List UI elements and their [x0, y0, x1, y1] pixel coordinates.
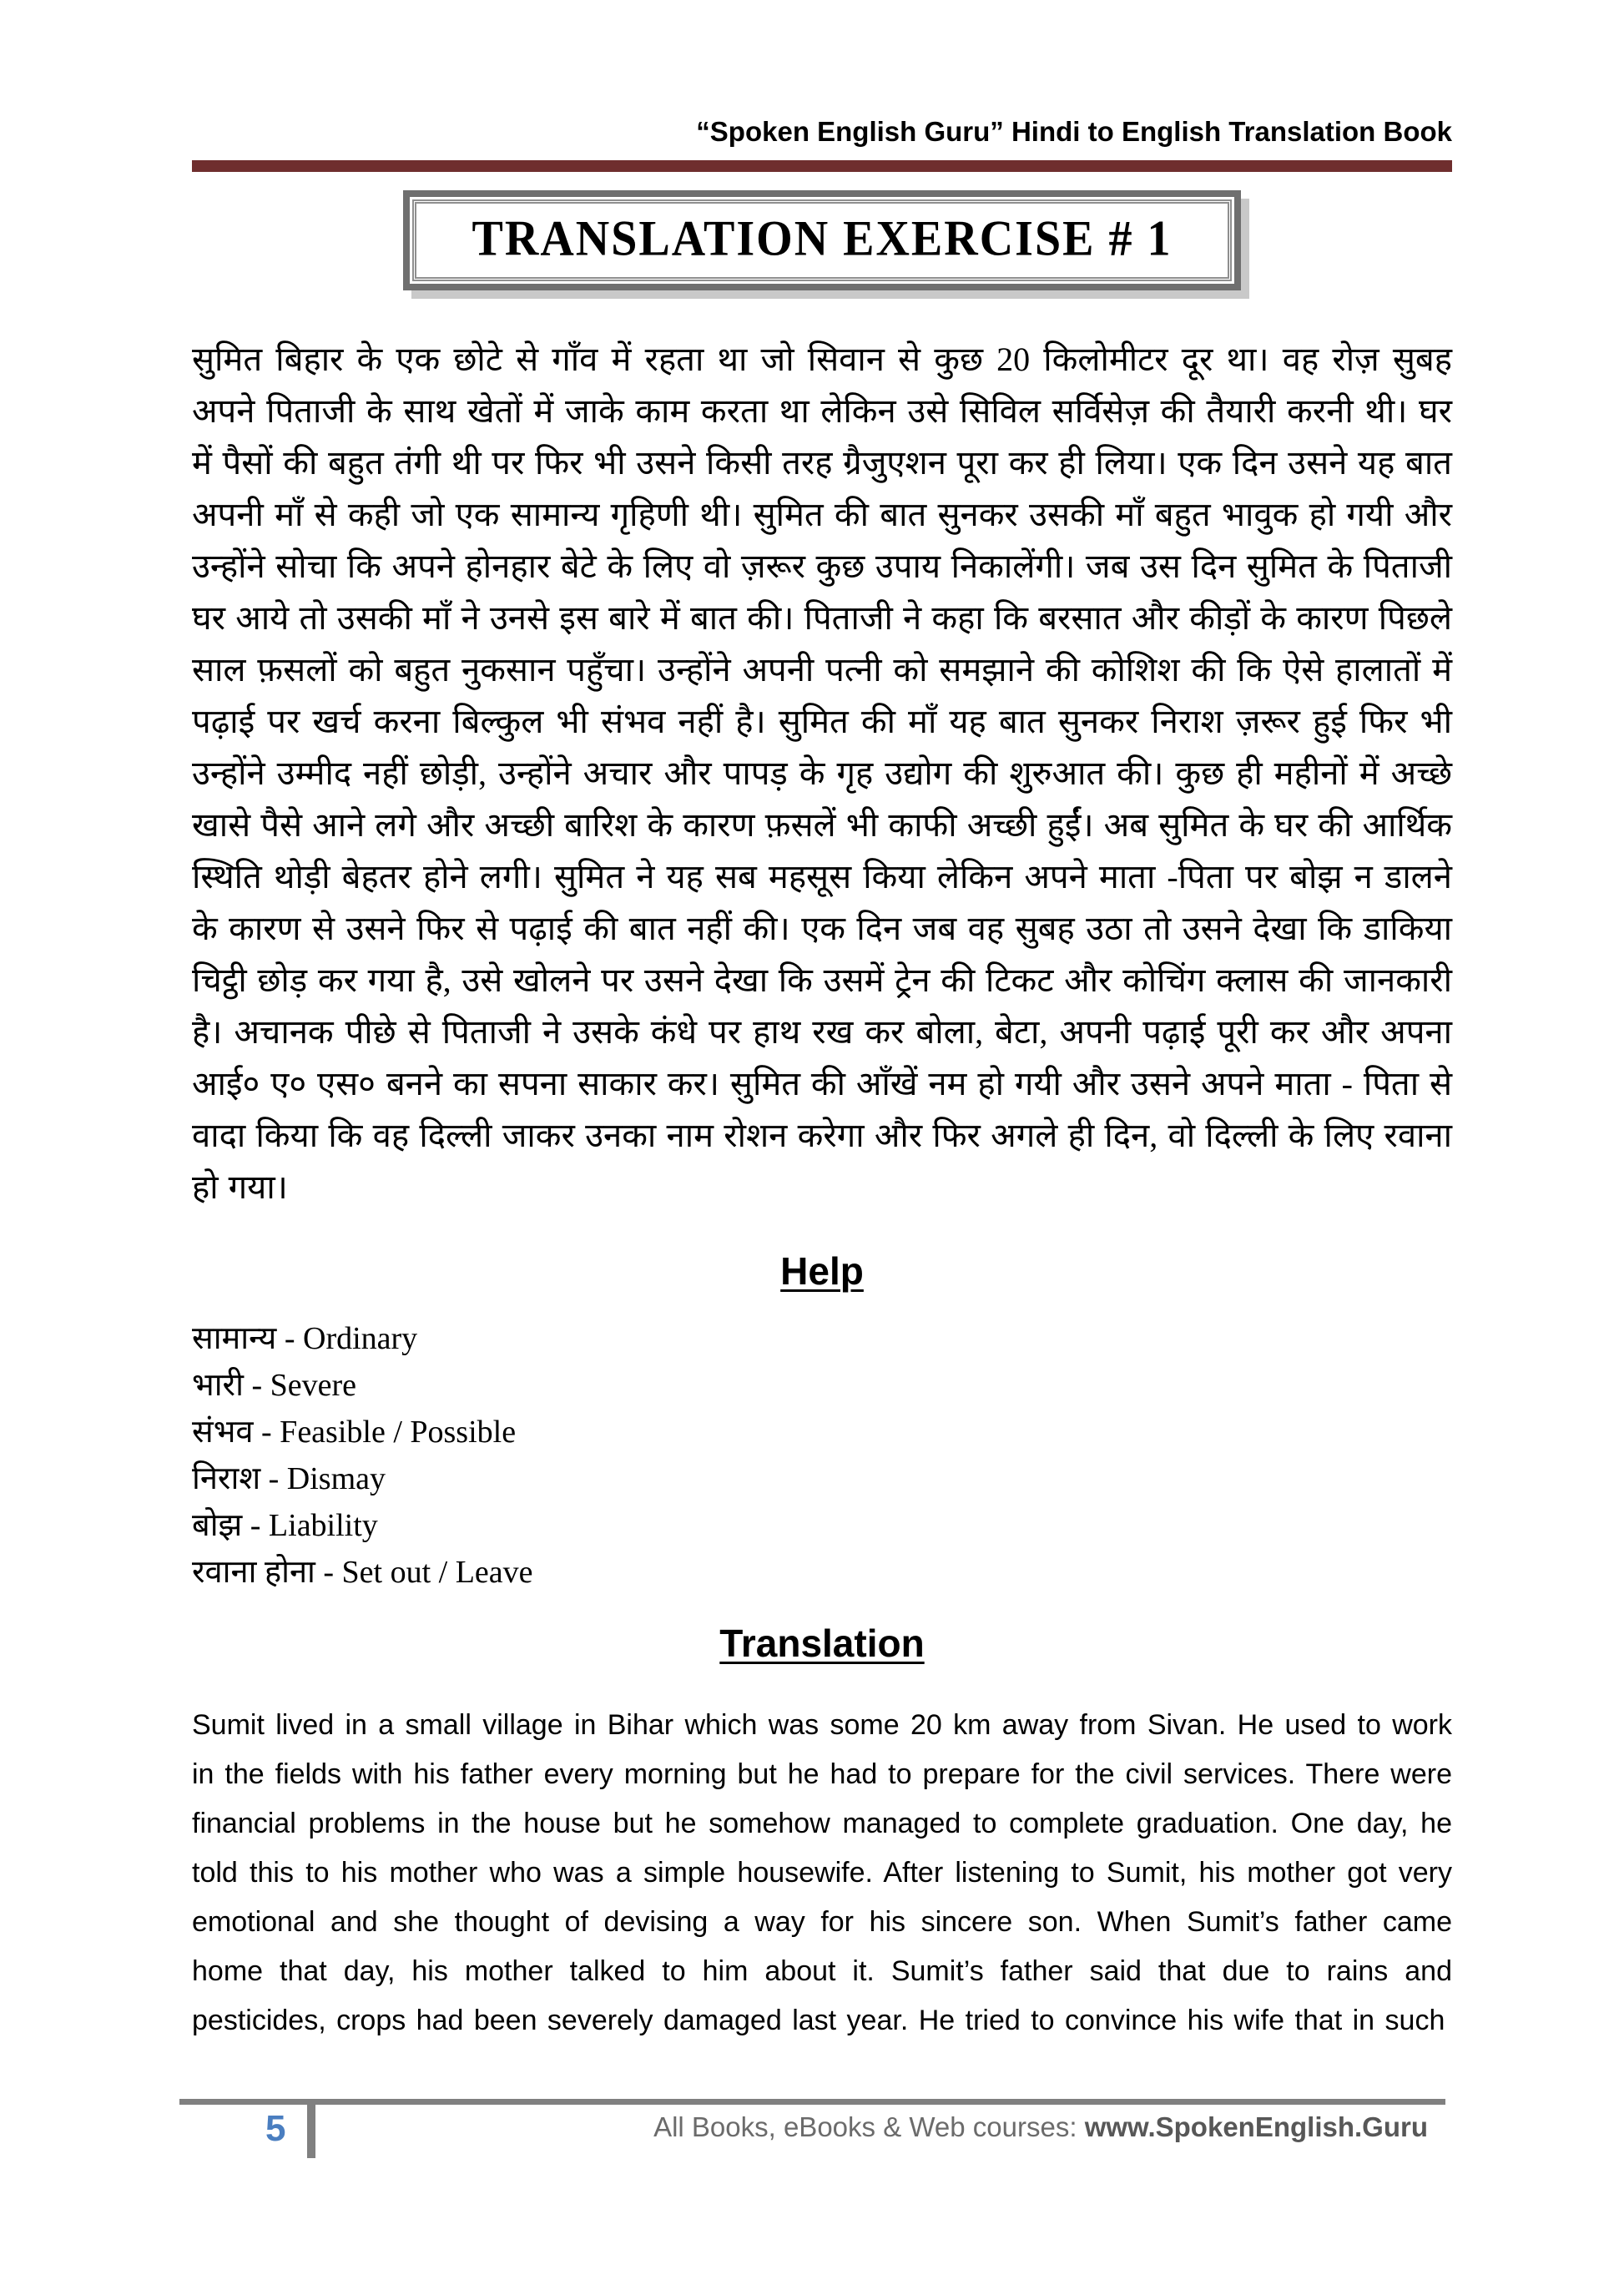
exercise-title: TRANSLATION EXERCISE # 1: [472, 210, 1173, 267]
help-item: भारी - Severe: [192, 1368, 356, 1403]
help-heading-text: Help: [780, 1249, 864, 1293]
header-rule: [192, 160, 1452, 172]
footer-courses-label: All Books, eBooks & Web courses:: [653, 2111, 1085, 2142]
footer-url: www.SpokenEnglish.Guru: [1084, 2111, 1428, 2142]
page: [192, 0, 1452, 2045]
help-item: रवाना होना - Set out / Leave: [192, 1555, 533, 1590]
footer-text: [653, 2111, 1428, 2143]
help-item: निराश - Dismay: [192, 1461, 386, 1496]
exercise-title-box: [403, 190, 1241, 290]
help-item: बोझ - Liability: [192, 1508, 378, 1543]
footer-divider-bar: [307, 2105, 315, 2158]
exercise-title-box-inner: [412, 199, 1232, 281]
help-heading: [192, 1248, 1452, 1294]
english-paragraph: Sumit lived in a small village in Bihar which was some 20 km away from Sivan. He used to work in the fields with his father every morning but he had to prepare for the civil services. There were financial problems in the house but he somehow managed to complete graduation. One day, he told this to his mother who was a simple housewife. After listening to Sumit, his mother got very emotional and she thought of devising a way for his sincere son. When Sumit’s father came home that day, his mother talked to him about it. Sumit’s father said that due to rains and pesticides, crops had been severely damaged last year. He tried to convince his wife that in such: [192, 1709, 1452, 2036]
hindi-paragraph: सुमित बिहार के एक छोटे से गाँव में रहता था जो सिवान से कुछ 20 किलोमीटर दूर था। वह रोज़ सुबह अपने पिताजी के साथ खेतों में जाके काम करता था लेकिन उसे सिविल सर्विसेज़ की तैयारी करनी थी। घर में पैसों की बहुत तंगी थी पर फिर भी उसने किसी तरह ग्रैजुएशन पूरा कर ही लिया। एक दिन उसने यह बात अपनी माँ से कही जो एक सामान्य गृहिणी थी। सुमित की बात सुनकर उसकी माँ बहुत भावुक हो गयी और उन्होंने सोचा कि अपने होनहार बेटे के लिए वो ज़रूर कुछ उपाय निकालेंगी। जब उस दिन सुमित के पिताजी घर आये तो उसकी माँ ने उनसे इस बारे में बात की। पिताजी ने कहा कि बरसात और कीड़ों के कारण पिछले साल फ़सलों को बहुत नुकसान पहुँचा। उन्होंने अपनी पत्नी को समझाने की कोशिश की कि ऐसे हालातों में पढ़ाई पर खर्च करना बिल्कुल भी संभव नहीं है। सुमित की माँ यह बात सुनकर निराश ज़रूर हुई फिर भी उन्होंने उम्मीद नहीं छोड़ी, उन्होंने अचार और पापड़ के गृह उद्योग की शुरुआत की। कुछ ही महीनों में अच्छे खासे पैसे आने लगे और अच्छी बारिश के कारण फ़सलें भी काफी अच्छी हुईं। अब सुमित के घर की आर्थिक स्थिति थोड़ी बेहतर होने लगी। सुमित ने यह सब महसूस किया लेकिन अपने माता -पिता पर बोझ न डालने के कारण से उसने फिर से पढ़ाई की बात नहीं की। एक दिन जब वह सुबह उठा तो उसने देखा कि डाकिया चिट्ठी छोड़ कर गया है, उसे खोलने पर उसने देखा कि उसमें ट्रेन की टिकट और कोचिंग क्लास की जानकारी है। अचानक पीछे से पिताजी ने उसके कंधे पर हाथ रख कर बोला, बेटा, अपनी पढ़ाई पूरी कर और अपना आई० ए० एस० बनने का सपना साकार कर। सुमित की आँखें नम हो गयी और उसने अपने माता - पिता से वादा किया कि वह दिल्ली जाकर उनका नाम रोशन करेगा और फिर अगले ही दिन, वो दिल्ली के लिए रवाना हो गया।: [192, 340, 1452, 1206]
help-item: सामान्य - Ordinary: [192, 1321, 418, 1356]
footer-rule: [179, 2099, 1445, 2105]
book-title: “Spoken English Guru” Hindi to English Translation Book: [696, 116, 1452, 147]
help-list: [192, 1315, 1452, 1596]
translation-heading-text: Translation: [719, 1622, 925, 1665]
page-header: [192, 115, 1452, 172]
page-number: 5: [265, 2108, 286, 2149]
translation-heading: [192, 1621, 1452, 1666]
help-item: संभव - Feasible / Possible: [192, 1415, 517, 1450]
